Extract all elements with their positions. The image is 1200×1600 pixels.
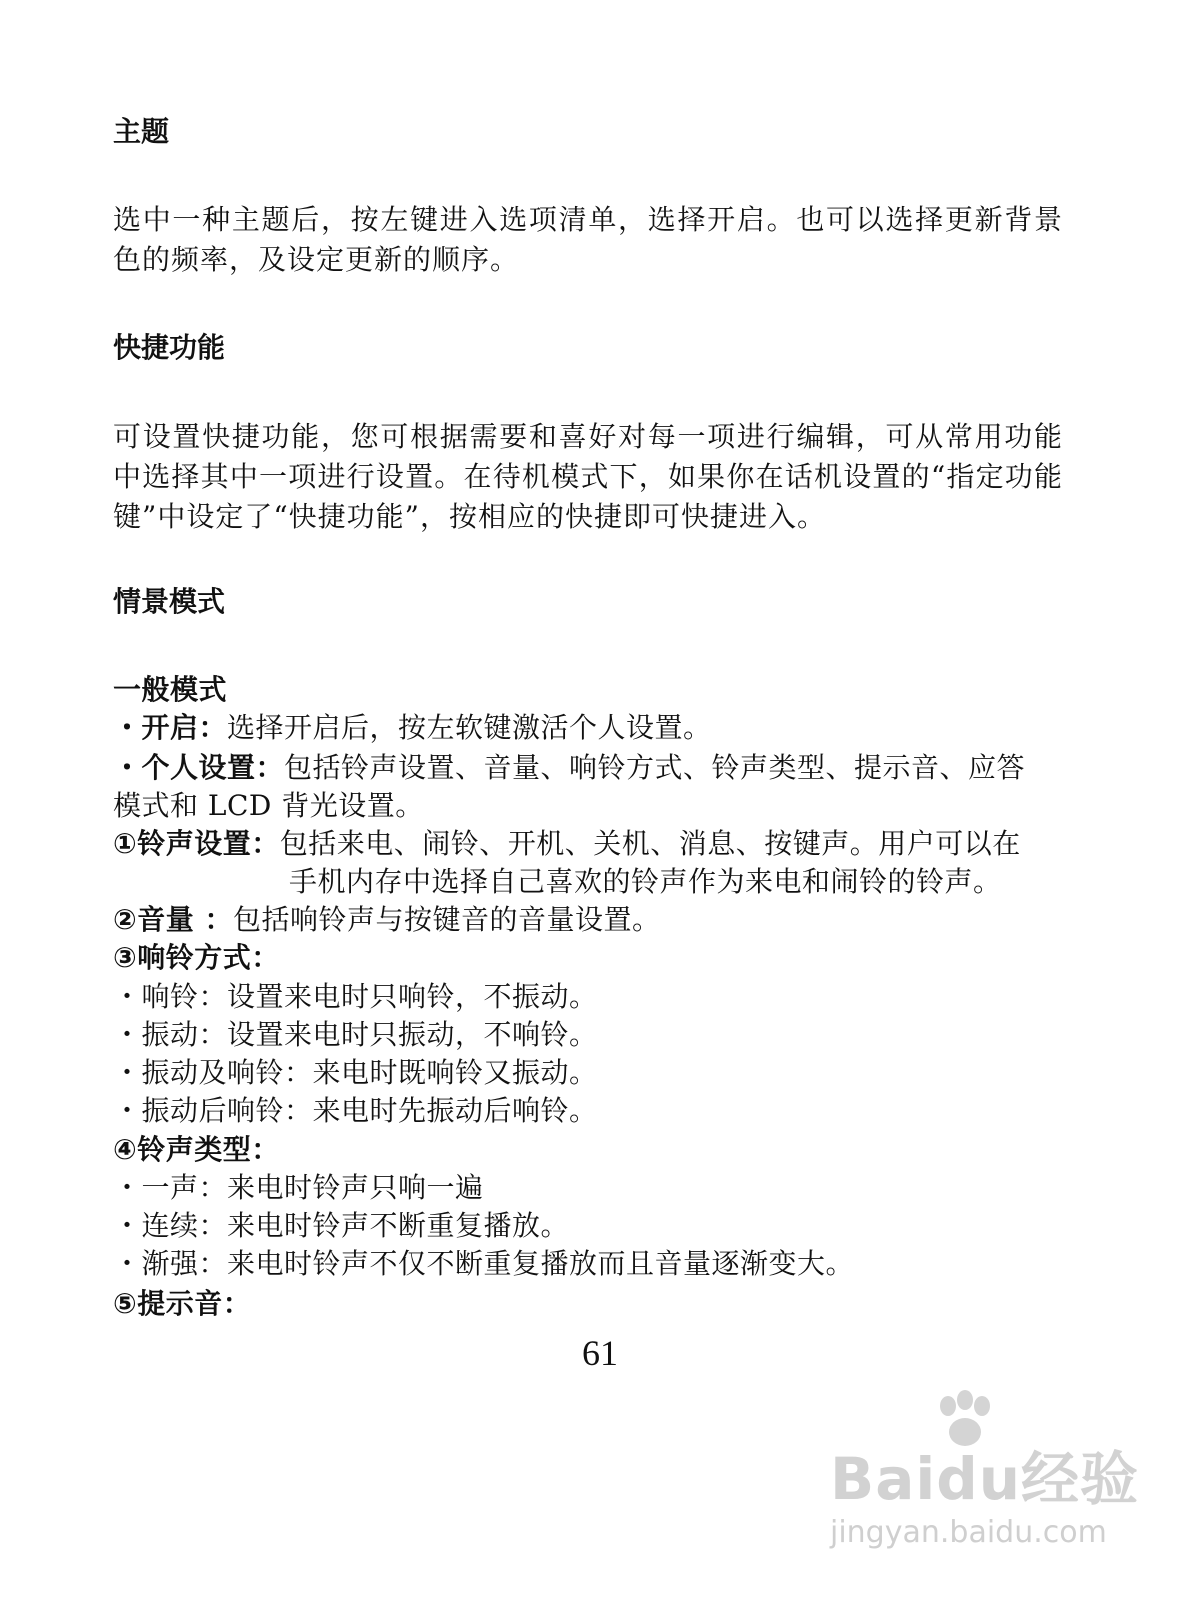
section-heading-theme: 主题 (113, 115, 170, 148)
ring-type-heading: ④铃声类型： (113, 1133, 280, 1166)
page-number: 61 (582, 1333, 618, 1373)
section-heading-profiles: 情景模式 (113, 585, 226, 618)
list-item: ・一声：来电时铃声只响一遍 (113, 1171, 484, 1204)
list-item: ・连续：来电时铃声不断重复播放。 (113, 1209, 570, 1242)
ringtone-settings-item (113, 824, 1021, 864)
list-item: ・振动及响铃：来电时既响铃又振动。 (113, 1056, 598, 1089)
volume-label: ②音量 ： (113, 903, 233, 936)
ringtone-settings-line2: 手机内存中选择自己喜欢的铃声作为来电和闹铃的铃声。 (289, 865, 1002, 898)
volume-text: 包括响铃声与按键音的音量设置。 (232, 903, 661, 936)
list-item: ・振动：设置来电时只振动，不响铃。 (113, 1018, 598, 1051)
ring-mode-heading: ③响铃方式： (113, 941, 280, 974)
personal-settings-item (113, 748, 1025, 788)
baidu-watermark (830, 1390, 1140, 1590)
theme-paragraph: 选中一种主题后，按左键进入选项清单，选择开启。也可以选择更新背景色的频率，及设定更新的顺序。 (113, 203, 1063, 276)
enable-label: ・开启： (113, 711, 228, 744)
watermark-url: jingyan.baidu.com (830, 1515, 1107, 1550)
list-item: ・渐强：来电时铃声不仅不断重复播放而且音量逐渐变大。 (113, 1247, 855, 1280)
enable-item (113, 708, 712, 748)
enable-text: 选择开启后，按左软键激活个人设置。 (227, 711, 712, 744)
volume-item (113, 900, 660, 940)
ringtone-settings-label: ①铃声设置： (113, 827, 280, 860)
list-item: ・振动后响铃：来电时先振动后响铃。 (113, 1094, 598, 1127)
general-mode-heading: 一般模式 (113, 673, 228, 706)
alert-tone-heading: ⑤提示音： (113, 1287, 252, 1320)
personal-text-line2: 模式和 LCD 背光设置。 (113, 789, 424, 822)
personal-label: ・个人设置： (113, 751, 285, 784)
watermark-brand: Baidu经验 (830, 1445, 1140, 1513)
personal-text-line1: 包括铃声设置、音量、响铃方式、铃声类型、提示音、应答 (284, 751, 1026, 784)
section-heading-shortcut: 快捷功能 (113, 331, 226, 364)
list-item: ・响铃：设置来电时只响铃，不振动。 (113, 980, 598, 1013)
ringtone-settings-line1: 包括来电、闹铃、开机、关机、消息、按键声。用户可以在 (279, 827, 1021, 860)
shortcut-paragraph: 可设置快捷功能，您可根据需要和喜好对每一项进行编辑，可从常用功能中选择其中一项进行设置。在待机模式下，如果你在话机设置的“指定功能键”中设定了“快捷功能”，按相应的快捷即可快捷进入。 (113, 420, 1063, 533)
